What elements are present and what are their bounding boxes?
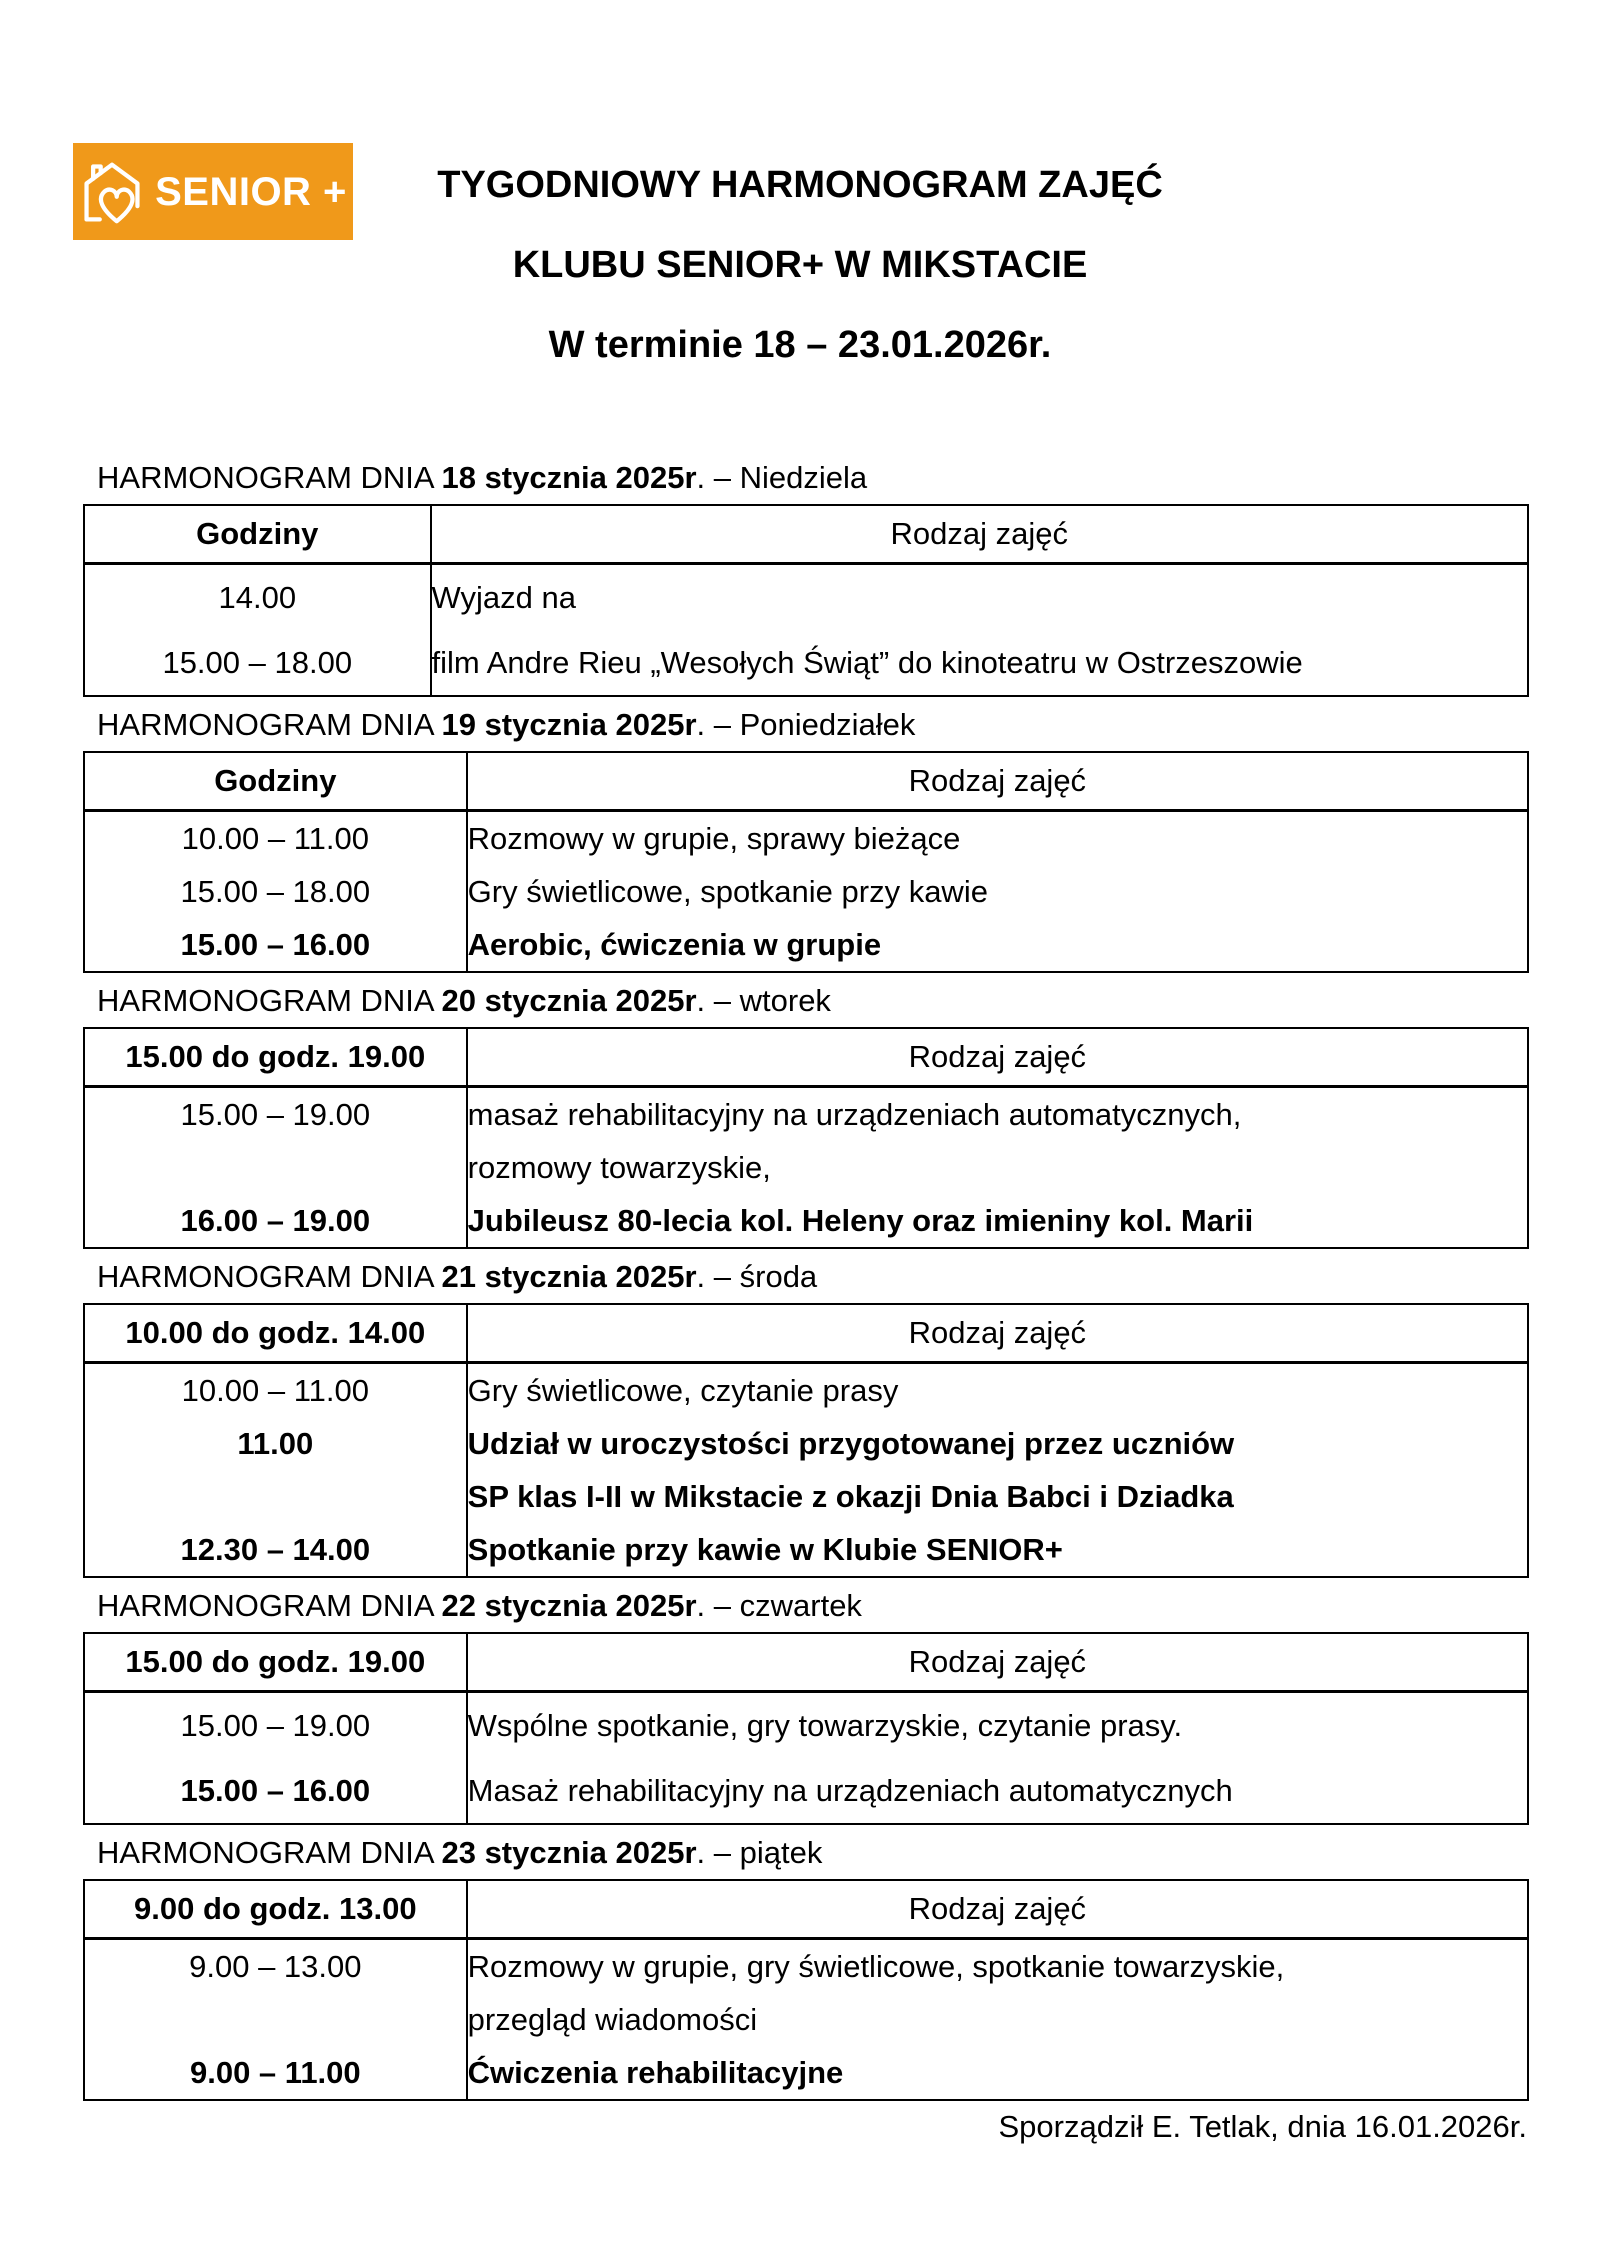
schedule-row	[84, 811, 1528, 866]
activity-cell: masaż rehabilitacyjny na urządzeniach automatycznych,	[467, 1096, 1242, 1132]
time-cell	[84, 1993, 467, 2046]
time-cell: 15.00 – 18.00	[84, 865, 467, 918]
day-section	[83, 1831, 1529, 2101]
schedule-row	[84, 865, 1528, 918]
time-column-header: 9.00 do godz. 13.00	[84, 1880, 467, 1939]
day-heading	[97, 1255, 1529, 1299]
title-line-2: KLUBU SENIOR+ W MIKSTACIE	[512, 244, 1088, 286]
schedule-table	[83, 1027, 1529, 1249]
schedule-row	[84, 1363, 1528, 1418]
table-header-row	[84, 752, 1528, 811]
schedule-rows	[84, 1087, 1528, 1249]
heading-day-name: . – czwartek	[696, 1588, 862, 1623]
schedule-row	[84, 1939, 1528, 1994]
activity-cell: Wyjazd na	[431, 579, 576, 615]
time-cell	[84, 1141, 467, 1194]
activity-column-header: Rodzaj zajęć	[467, 752, 1528, 811]
time-cell: 12.30 – 14.00	[84, 1523, 467, 1577]
schedule-row	[84, 564, 1528, 631]
table-header-row	[84, 1028, 1528, 1087]
title-line-3: W terminie 18 – 23.01.2026r.	[548, 324, 1052, 366]
table-header-row	[84, 1633, 1528, 1692]
schedule-row	[84, 1087, 1528, 1142]
heading-prefix: HARMONOGRAM DNIA	[97, 1259, 442, 1294]
activity-cell: przegląd wiadomości	[467, 2001, 758, 2037]
heading-prefix: HARMONOGRAM DNIA	[97, 1588, 442, 1623]
activity-column-header: Rodzaj zajęć	[467, 1028, 1528, 1087]
schedule-row	[84, 1417, 1528, 1470]
time-column-header: 15.00 do godz. 19.00	[84, 1028, 467, 1087]
time-column-header: 10.00 do godz. 14.00	[84, 1304, 467, 1363]
sections	[83, 450, 1529, 2149]
time-cell: 16.00 – 19.00	[84, 1194, 467, 1248]
schedule-row	[84, 1141, 1528, 1194]
day-heading	[97, 1584, 1529, 1628]
day-section	[83, 456, 1529, 697]
schedule-row	[84, 1692, 1528, 1759]
title-line-1: TYGODNIOWY HARMONOGRAM ZAJĘĆ	[437, 164, 1163, 206]
activity-cell: rozmowy towarzyskie,	[467, 1149, 771, 1185]
activity-cell: Masaż rehabilitacyjny na urządzeniach automatycznych	[467, 1772, 1233, 1808]
day-heading	[97, 703, 1529, 747]
activity-cell: Jubileusz 80-lecia kol. Heleny oraz imieniny kol. Marii	[467, 1202, 1254, 1238]
day-heading	[97, 1831, 1529, 1875]
heading-prefix: HARMONOGRAM DNIA	[97, 983, 442, 1018]
schedule-row	[84, 2046, 1528, 2100]
activity-cell: SP klas I-II w Mikstacie z okazji Dnia Babci i Dziadka	[467, 1478, 1234, 1514]
heading-day-name: . – piątek	[696, 1835, 823, 1870]
heading-date: 18 stycznia 2025r	[441, 460, 697, 495]
schedule-table	[83, 1303, 1529, 1578]
day-heading	[97, 979, 1529, 1023]
heading-prefix: HARMONOGRAM DNIA	[97, 707, 442, 742]
schedule-row	[84, 1194, 1528, 1248]
time-cell: 9.00 – 13.00	[84, 1939, 467, 1994]
time-cell: 15.00 – 18.00	[84, 630, 431, 696]
time-cell: 11.00	[84, 1417, 467, 1470]
schedule-row	[84, 1523, 1528, 1577]
schedule-table	[83, 1632, 1529, 1825]
schedule-rows	[84, 1939, 1528, 2101]
table-header-row	[84, 505, 1528, 564]
time-cell: 10.00 – 11.00	[84, 1363, 467, 1418]
activity-cell: Ćwiczenia rehabilitacyjne	[467, 2054, 844, 2090]
time-column-header: 15.00 do godz. 19.00	[84, 1633, 467, 1692]
heading-date: 23 stycznia 2025r	[441, 1835, 697, 1870]
time-cell	[84, 1470, 467, 1523]
heading-date: 20 stycznia 2025r	[441, 983, 697, 1018]
time-column-header: Godziny	[84, 505, 431, 564]
time-cell: 10.00 – 11.00	[84, 811, 467, 866]
activity-column-header: Rodzaj zajęć	[467, 1880, 1528, 1939]
table-header-row	[84, 1304, 1528, 1363]
heading-date: 22 stycznia 2025r	[441, 1588, 697, 1623]
time-cell: 14.00	[84, 564, 431, 631]
heading-prefix: HARMONOGRAM DNIA	[97, 460, 442, 495]
schedule-rows	[84, 1363, 1528, 1578]
time-cell: 9.00 – 11.00	[84, 2046, 467, 2100]
activity-cell: Wspólne spotkanie, gry towarzyskie, czytanie prasy.	[467, 1707, 1183, 1743]
schedule-table	[83, 504, 1529, 697]
activity-cell: Rozmowy w grupie, gry świetlicowe, spotkanie towarzyskie,	[467, 1948, 1285, 1984]
day-heading	[97, 456, 1529, 500]
heading-day-name: . – Niedziela	[696, 460, 868, 495]
time-cell: 15.00 – 19.00	[84, 1692, 467, 1759]
time-column-header: Godziny	[84, 752, 467, 811]
activity-cell: Aerobic, ćwiczenia w grupie	[467, 926, 882, 962]
activity-cell: Spotkanie przy kawie w Klubie SENIOR+	[467, 1531, 1063, 1567]
activity-column-header: Rodzaj zajęć	[431, 505, 1528, 564]
activity-cell: film Andre Rieu „Wesołych Świąt” do kinoteatru w Ostrzeszowie	[431, 644, 1303, 680]
day-section	[83, 979, 1529, 1249]
heading-prefix: HARMONOGRAM DNIA	[97, 1835, 442, 1870]
heading-day-name: . – Poniedziałek	[696, 707, 916, 742]
schedule-rows	[84, 1692, 1528, 1825]
schedule-table	[83, 751, 1529, 973]
schedule-table	[83, 1879, 1529, 2101]
schedule-row	[84, 918, 1528, 972]
day-section	[83, 703, 1529, 973]
logo-text: SENIOR +	[155, 169, 347, 214]
day-section	[83, 1584, 1529, 1825]
activity-cell: Gry świetlicowe, czytanie prasy	[467, 1372, 899, 1408]
time-cell: 15.00 – 16.00	[84, 918, 467, 972]
activity-cell: Udział w uroczystości przygotowanej przez uczniów	[467, 1425, 1235, 1461]
schedule-row	[84, 1470, 1528, 1523]
time-cell: 15.00 – 16.00	[84, 1758, 467, 1824]
prepared-by-note: Sporządził E. Tetlak, dnia 16.01.2026r.	[998, 2109, 1527, 2144]
activity-cell: Rozmowy w grupie, sprawy bieżące	[467, 820, 961, 856]
heading-date: 21 stycznia 2025r	[441, 1259, 697, 1294]
day-section	[83, 1255, 1529, 1578]
heading-day-name: . – wtorek	[696, 983, 831, 1018]
activity-column-header: Rodzaj zajęć	[467, 1633, 1528, 1692]
document-title	[0, 145, 1600, 385]
schedule-row	[84, 1758, 1528, 1824]
schedule-row	[84, 1993, 1528, 2046]
heading-day-name: . – środa	[696, 1259, 818, 1294]
heading-date: 19 stycznia 2025r	[441, 707, 697, 742]
schedule-rows	[84, 564, 1528, 697]
schedule-rows	[84, 811, 1528, 973]
time-cell: 15.00 – 19.00	[84, 1087, 467, 1142]
activity-cell: Gry świetlicowe, spotkanie przy kawie	[467, 873, 988, 909]
schedule-row	[84, 630, 1528, 696]
table-header-row	[84, 1880, 1528, 1939]
activity-column-header: Rodzaj zajęć	[467, 1304, 1528, 1363]
